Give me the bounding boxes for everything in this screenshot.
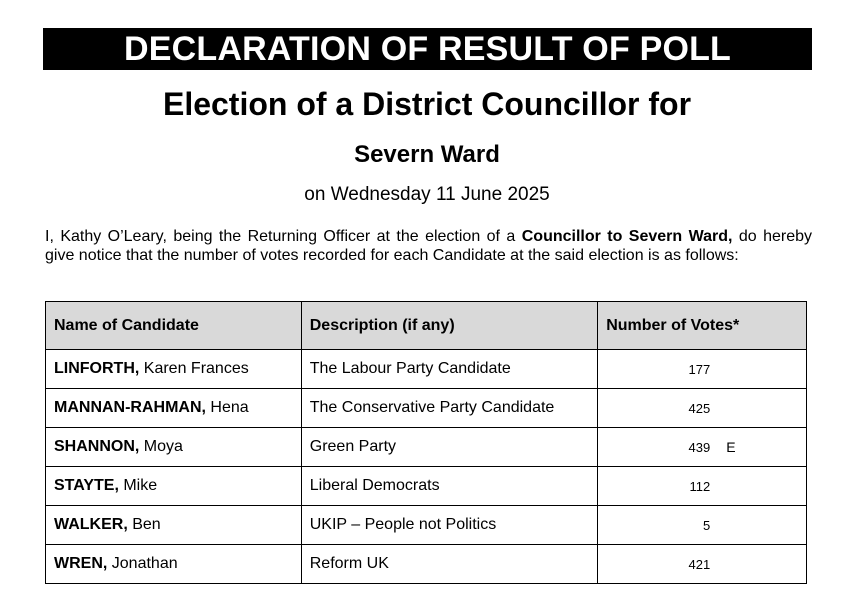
candidate-forenames: Karen Frances	[139, 360, 249, 377]
table-row	[46, 350, 807, 389]
candidate-surname: MANNAN-RAHMAN,	[54, 399, 206, 416]
declaration-banner: DECLARATION OF RESULT OF POLL	[43, 28, 812, 70]
table-header-row	[46, 302, 807, 350]
votes-count: 439	[688, 440, 711, 455]
candidate-surname: WALKER,	[54, 516, 128, 533]
election-title: Election of a District Councillor for	[162, 86, 692, 122]
candidate-description: Green Party	[301, 428, 597, 467]
candidate-surname: WREN,	[54, 555, 108, 572]
notice-paragraph	[45, 227, 812, 265]
header-number-of-votes: Number of Votes*	[598, 302, 807, 350]
ward-name: Severn Ward	[354, 141, 500, 168]
notice-bold-office: Councillor to Severn Ward,	[521, 228, 733, 245]
candidate-forenames: Moya	[139, 438, 183, 455]
table-row	[46, 506, 807, 545]
votes-count: 421	[688, 556, 711, 572]
votes-count: 425	[688, 400, 711, 416]
table-row	[46, 428, 807, 467]
candidate-surname: LINFORTH,	[54, 360, 140, 377]
candidate-forenames: Hena	[205, 399, 249, 416]
votes-count: 112	[689, 478, 711, 494]
candidate-forenames: Jonathan	[107, 555, 178, 572]
candidate-forenames: Ben	[127, 516, 161, 533]
candidate-votes	[598, 506, 807, 545]
candidate-name	[46, 350, 302, 389]
candidate-votes	[598, 545, 807, 584]
candidate-description: UKIP – People not Politics	[301, 506, 597, 545]
votes-count: 5	[702, 517, 711, 533]
candidate-description: The Conservative Party Candidate	[301, 389, 597, 428]
notice-prefix: I, Kathy O’Leary, being the Returning Officer at the election of a	[45, 228, 522, 245]
candidate-forenames: Mike	[118, 477, 158, 494]
results-table	[45, 301, 807, 584]
table-row	[46, 545, 807, 584]
table-row	[46, 467, 807, 506]
candidate-description: Reform UK	[301, 545, 597, 584]
candidate-votes	[598, 389, 807, 428]
candidate-name	[46, 545, 302, 584]
table-row	[46, 389, 807, 428]
header-name-of-candidate: Name of Candidate	[46, 302, 302, 350]
candidate-votes	[598, 428, 807, 467]
candidate-votes	[598, 350, 807, 389]
candidate-name	[46, 428, 302, 467]
header-description: Description (if any)	[301, 302, 597, 350]
election-date: on Wednesday 11 June 2025	[304, 184, 550, 205]
candidate-name	[46, 506, 302, 545]
elected-mark: E	[726, 439, 736, 455]
candidate-description: The Labour Party Candidate	[301, 350, 597, 389]
notice-suffix: do hereby give notice that the number of votes recorded for each Candidate at the said election is as follows:	[45, 228, 813, 264]
candidate-surname: STAYTE,	[54, 477, 119, 494]
candidate-surname: SHANNON,	[54, 438, 140, 455]
votes-count: 177	[688, 361, 711, 377]
candidate-votes	[598, 467, 807, 506]
candidate-description: Liberal Democrats	[301, 467, 597, 506]
candidate-name	[46, 389, 302, 428]
candidate-name	[46, 467, 302, 506]
